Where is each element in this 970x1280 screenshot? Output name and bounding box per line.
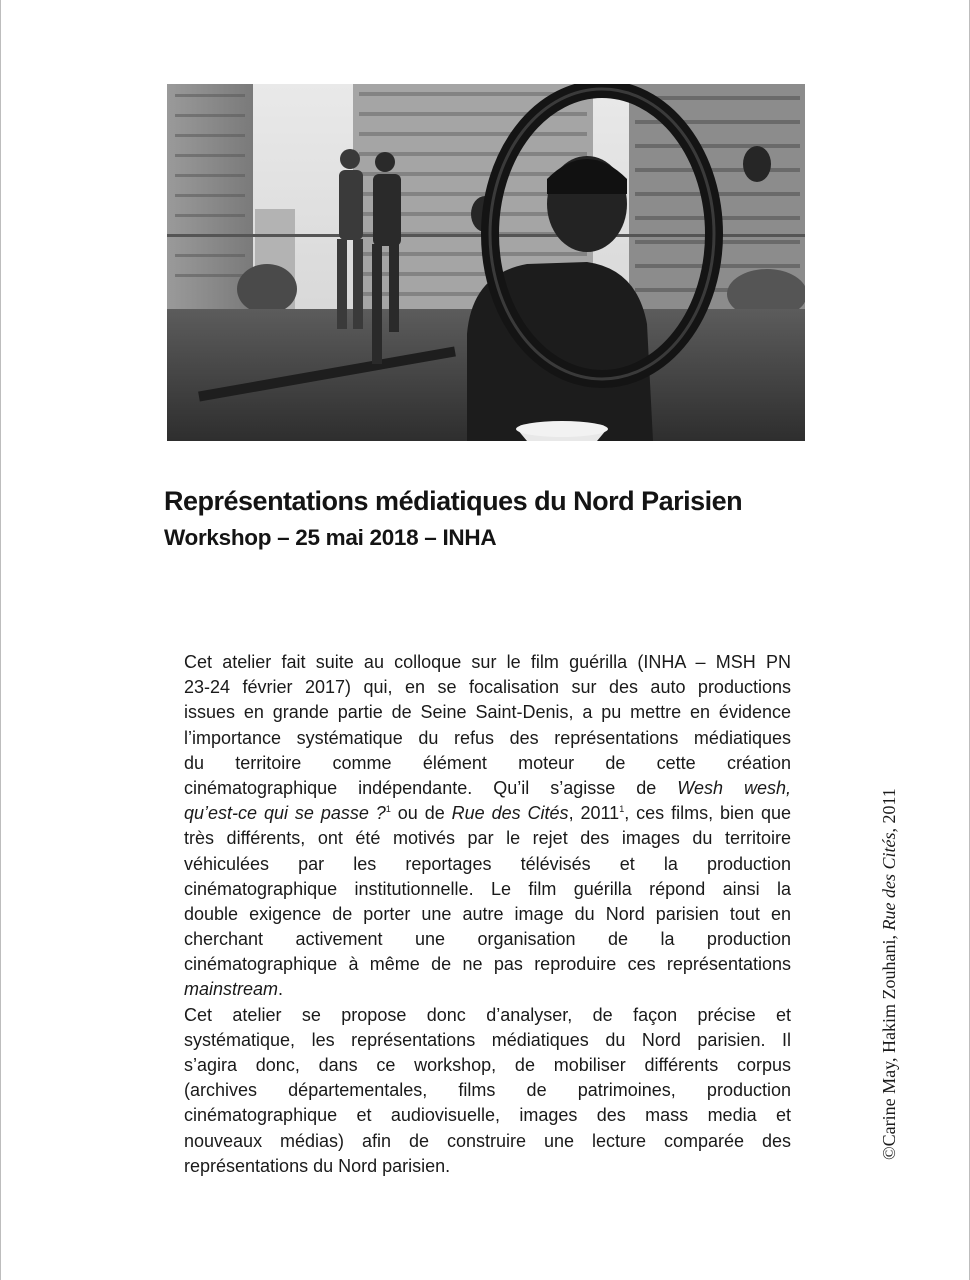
film-title-rue-des-cites: Rue des Cités bbox=[451, 803, 569, 824]
text-fragment: cinématographique indépendante. Qu’il s’agisse de bbox=[184, 777, 657, 798]
text-line bbox=[184, 776, 791, 801]
footnote-marker[interactable]: 1 bbox=[619, 804, 625, 815]
cover-photo-image bbox=[167, 84, 805, 441]
text-line: issues en grande partie de Seine Saint-Denis, a pu mettre en évidence bbox=[184, 702, 791, 723]
text-line: du territoire comme élément moteur de cette création bbox=[184, 752, 791, 773]
text-line: Cet atelier fait suite au colloque sur le film guérilla (INHA – MSH PN bbox=[184, 652, 791, 672]
text-line: cinématographique à même de ne pas reproduire ces représentations bbox=[184, 954, 791, 975]
text-line: s’agira donc, dans ce workshop, de mobiliser différents corpus bbox=[184, 1055, 791, 1075]
text-line: cinématographique et audiovisuelle, images des mass media et bbox=[184, 1105, 791, 1126]
text-line: double exigence de porter une autre image du Nord parisien tout en bbox=[184, 903, 791, 924]
text-line bbox=[184, 801, 791, 826]
text-fragment: . bbox=[278, 979, 284, 1000]
text-line: (archives départementales, films de patrimoines, production bbox=[184, 1080, 791, 1101]
cover-photo bbox=[167, 84, 805, 441]
text-line bbox=[184, 977, 791, 1002]
event-subtitle: Workshop – 25 mai 2018 – INHA bbox=[164, 525, 497, 550]
term-mainstream: mainstream bbox=[184, 979, 279, 1000]
text-line: 23-24 février 2017) qui, en se focalisation sur des auto productions bbox=[184, 677, 791, 698]
text-line: véhiculées par les reportages télévisés et la production bbox=[184, 853, 791, 874]
text-line: représentations du Nord parisien. bbox=[184, 1155, 451, 1176]
film-title-wesh-wesh-cont: qu’est-ce qui se passe ? bbox=[184, 803, 386, 824]
text-fragment: ou de bbox=[390, 803, 452, 824]
page-title: Représentations médiatiques du Nord Parisien bbox=[164, 486, 743, 516]
paragraph-1 bbox=[184, 650, 791, 1003]
text-line: systématique, les représentations médiatiques du Nord parisien. Il bbox=[184, 1029, 791, 1050]
text-fragment: , 2011 bbox=[568, 803, 620, 824]
text-fragment: , ces films, bien que bbox=[624, 803, 791, 824]
photo-credit bbox=[879, 788, 900, 1160]
credit-prefix: ©Carine May, Hakim Zouhani, bbox=[879, 930, 899, 1160]
footnote-marker[interactable]: 1 bbox=[385, 804, 391, 815]
credit-suffix: , 2011 bbox=[879, 788, 899, 833]
body-text bbox=[184, 650, 791, 1179]
paragraph-2 bbox=[184, 1003, 791, 1179]
film-title-wesh-wesh: Wesh wesh, bbox=[677, 777, 791, 798]
text-line: très différents, ont été motivés par le rejet des images du territoire bbox=[184, 828, 791, 849]
text-line: nouveaux médias) afin de construire une lecture comparée des bbox=[184, 1130, 791, 1151]
credit-film-title: Rue des Cités bbox=[879, 832, 899, 931]
text-line: l’importance systématique du refus des représentations médiatiques bbox=[184, 727, 791, 748]
text-line: cinématographique institutionnelle. Le film guérilla répond ainsi la bbox=[184, 878, 791, 899]
text-line: Cet atelier se propose donc d’analyser, de façon précise et bbox=[184, 1004, 791, 1025]
text-line: cherchant activement une organisation de la production bbox=[184, 929, 791, 950]
